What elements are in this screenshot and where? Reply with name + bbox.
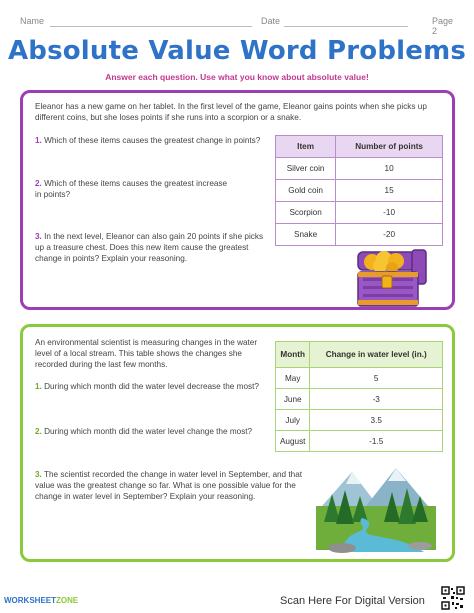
game-intro: Eleanor has a new game on her tablet. In the first level of the game, Eleanor gains points when she picks up different coins, but she loses points if she runs into a scorpion or a snake. bbox=[35, 102, 427, 122]
game-question-1: 1. Which of these items causes the greatest change in points? bbox=[35, 136, 261, 145]
date-line[interactable] bbox=[284, 26, 408, 27]
worksheet-header bbox=[20, 14, 456, 36]
table-row: Gold coin 15 bbox=[276, 180, 443, 202]
table-header-row bbox=[276, 342, 443, 368]
column-header: Change in water level (in.) bbox=[310, 342, 443, 368]
page-subtitle: Answer each question. Use what you know about absolute value! bbox=[105, 72, 369, 82]
date-label: Date bbox=[261, 16, 281, 26]
treasure-chest-illustration bbox=[336, 248, 440, 310]
table-row: June -3 bbox=[276, 389, 443, 410]
name-label: Name bbox=[20, 16, 45, 26]
water-question-1: 1. During which month did the water level decrease the most? bbox=[35, 382, 259, 391]
table-row: Snake -20 bbox=[276, 224, 443, 246]
stream-landscape-illustration bbox=[312, 466, 440, 558]
water-question-2: 2. During which month did the water level change the most? bbox=[35, 427, 253, 436]
qr-code-icon[interactable] bbox=[441, 586, 465, 610]
table-row: Scorpion -10 bbox=[276, 202, 443, 224]
points-table bbox=[275, 135, 443, 246]
water-question-3: 3. The scientist recorded the change in water level in September, and that value was the greatest change so far. What is one possible value for the change in water level in September? Explain your reasoning. bbox=[35, 470, 303, 501]
table-header-row bbox=[276, 136, 443, 158]
worksheetzone-logo[interactable]: WORKSHEETZONE bbox=[4, 596, 79, 605]
water-intro: An environmental scientist is measuring changes in the water level of a local stream. This table shows the changes she recorded during the last few months. bbox=[35, 338, 258, 369]
page-label: Page 2 bbox=[432, 16, 454, 36]
scan-instruction: Scan Here For Digital Version bbox=[280, 595, 425, 607]
game-question-2: 2. Which of these items causes the greatest increase in points? bbox=[35, 179, 228, 199]
table-row: August -1.5 bbox=[276, 431, 443, 452]
worksheet-footer bbox=[0, 594, 474, 613]
column-header: Month bbox=[276, 342, 310, 368]
table-row: July 3.5 bbox=[276, 410, 443, 431]
table-row: May 5 bbox=[276, 368, 443, 389]
page-title: Absolute Value Word Problems bbox=[7, 36, 467, 66]
game-question-3: 3. In the next level, Eleanor can also gain 20 points if she picks up a treasure chest. Does this new item cause the greatest change in points? Explain your reasoning. bbox=[35, 232, 264, 263]
name-line[interactable] bbox=[50, 26, 252, 27]
water-level-table bbox=[275, 341, 443, 452]
table-row: Silver coin 10 bbox=[276, 158, 443, 180]
column-header: Number of points bbox=[336, 136, 443, 158]
column-header: Item bbox=[276, 136, 336, 158]
